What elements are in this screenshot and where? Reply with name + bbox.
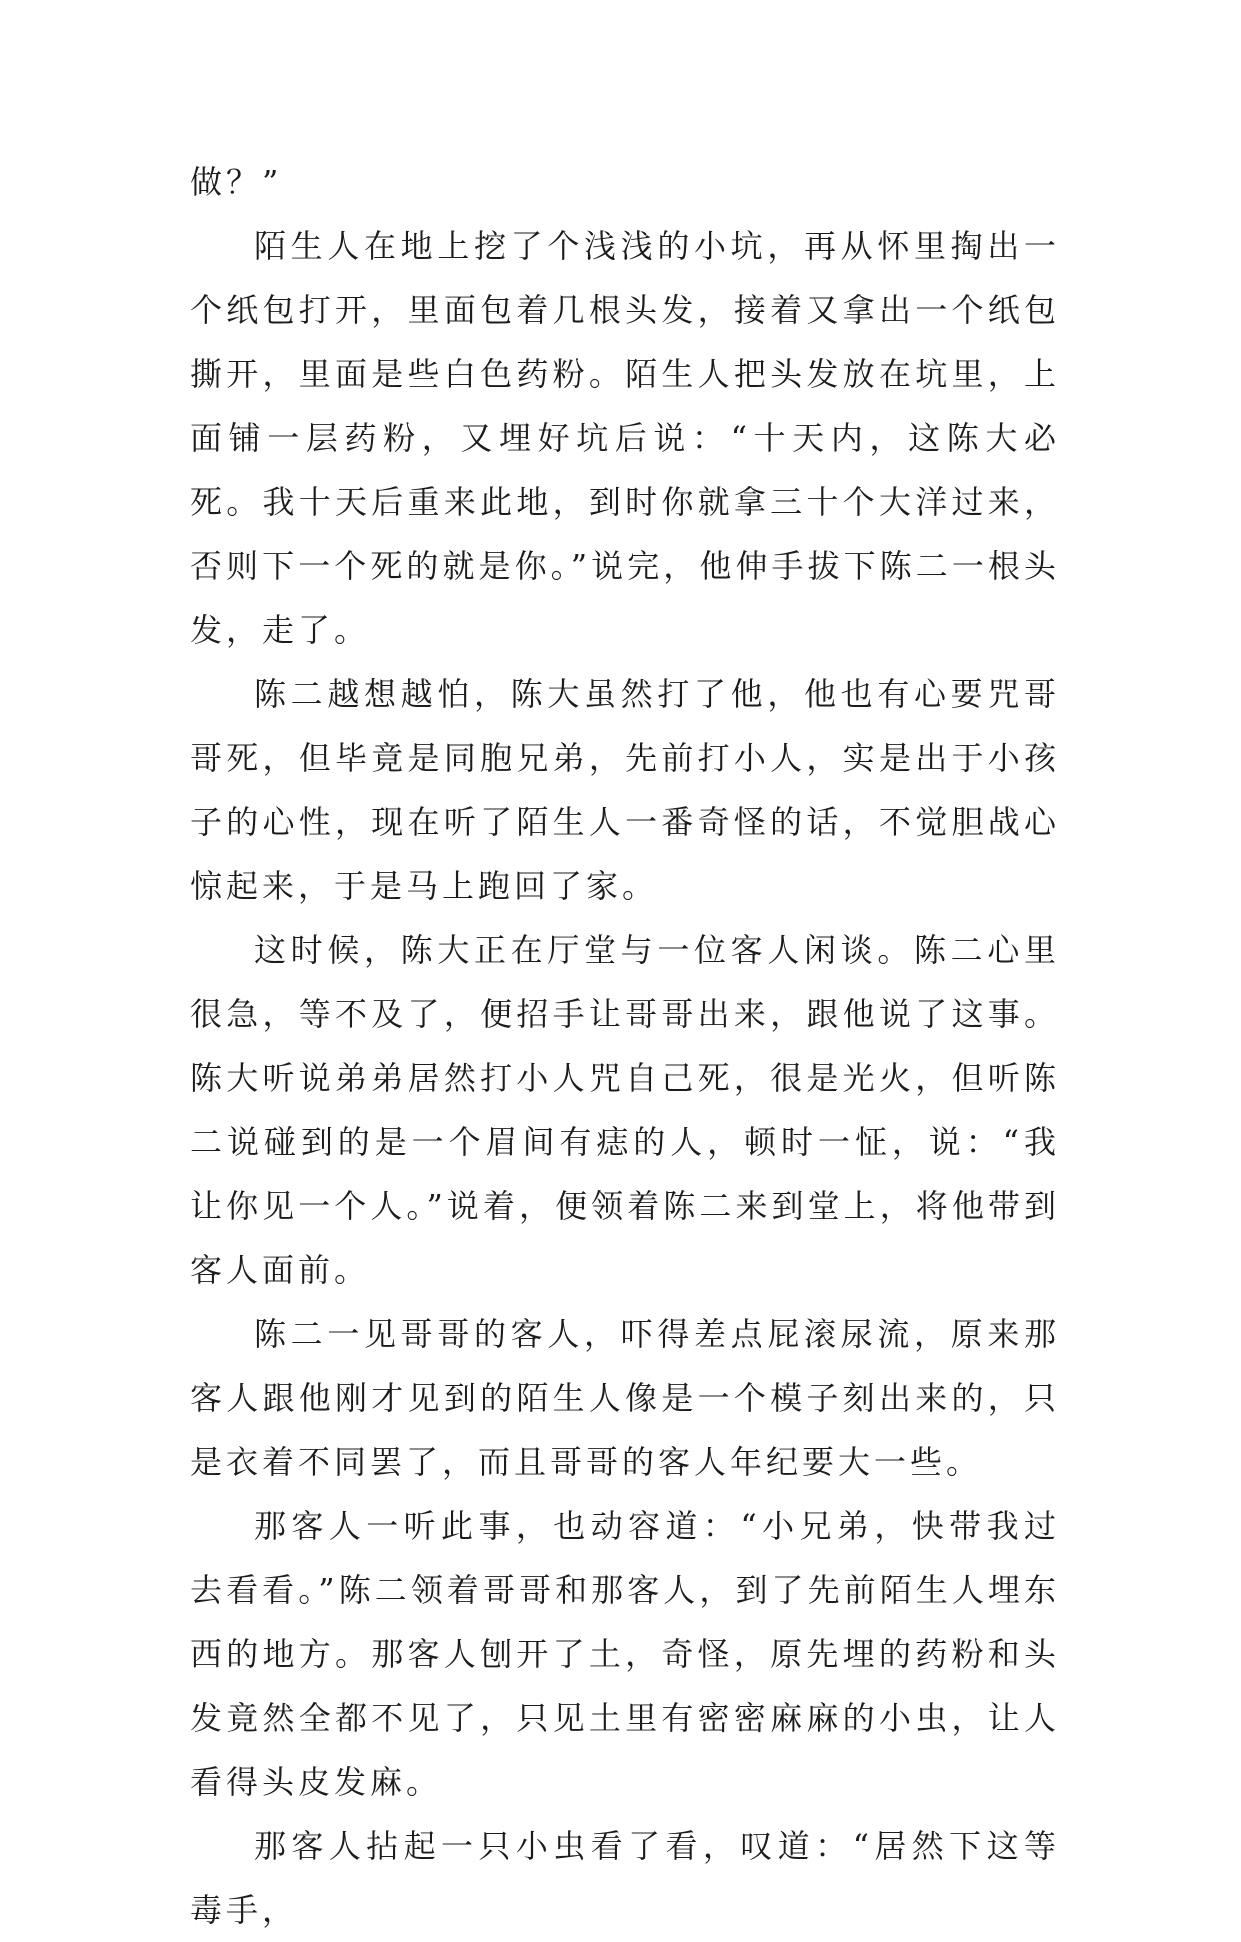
paragraph-3: 陈二越想越怕，陈大虽然打了他，他也有心要咒哥哥死，但毕竟是同胞兄弟，先前打小人，实是出于小孩子的心性，现在听了陌生人一番奇怪的话，不觉胆战心惊起来，于是马上跑回了家。	[190, 675, 1060, 905]
paragraph-6: 那客人一听此事，也动容道：“小兄弟，快带我过去看看。”陈二领着哥哥和那客人，到了先前陌生人埋东西的地方。那客人刨开了土，奇怪，原先埋的药粉和头发竟然全都不见了，只见土里有密密麻麻的小虫，让人看得头皮发麻。	[190, 1507, 1060, 1801]
body-text	[190, 150, 1060, 1942]
paragraph-2: 陌生人在地上挖了个浅浅的小坑，再从怀里掏出一个纸包打开，里面包着几根头发，接着又拿出一个纸包撕开，里面是些白色药粉。陌生人把头发放在坑里，上面铺一层药粉，又埋好坑后说：“十天内，这陈大必死。我十天后重来此地，到时你就拿三十个大洋过来，否则下一个死的就是你。”说完，他伸手拔下陈二一根头发，走了。	[190, 227, 1060, 649]
paragraph-4: 这时候，陈大正在厅堂与一位客人闲谈。陈二心里很急，等不及了，便招手让哥哥出来，跟他说了这事。陈大听说弟弟居然打小人咒自己死，很是光火，但听陈二说碰到的是一个眉间有痣的人，顿时一怔，说：“我让你见一个人。”说着，便领着陈二来到堂上，将他带到客人面前。	[190, 931, 1060, 1289]
paragraph-1: 做？”	[190, 163, 283, 201]
paragraph-5: 陈二一见哥哥的客人，吓得差点屁滚尿流，原来那客人跟他刚才见到的陌生人像是一个模子刻出来的，只是衣着不同罢了，而且哥哥的客人年纪要大一些。	[190, 1315, 1060, 1481]
paragraph-7: 那客人拈起一只小虫看了看，叹道：“居然下这等毒手，	[190, 1827, 1060, 1929]
